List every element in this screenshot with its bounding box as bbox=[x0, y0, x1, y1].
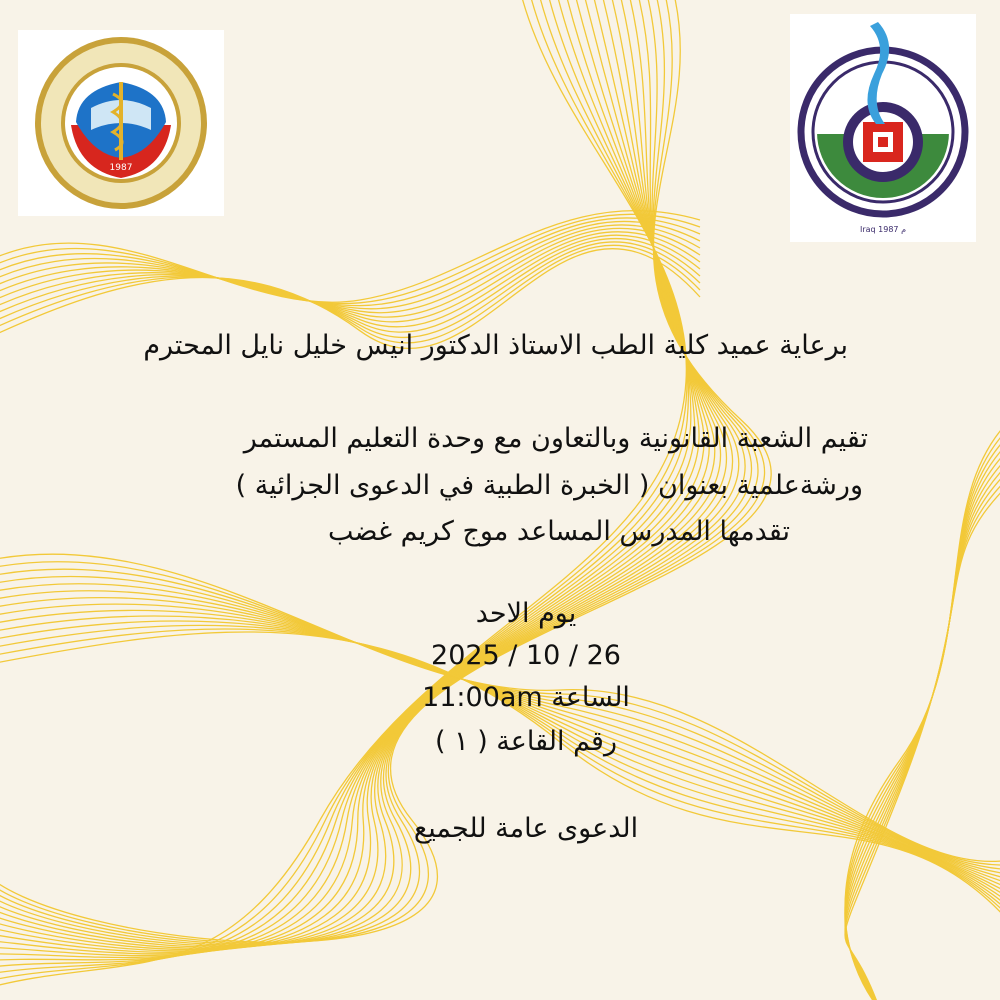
event-date: 2025 / 10 / 26 bbox=[431, 640, 621, 671]
event-hall: رقم القاعة ( ١ ) bbox=[434, 726, 618, 757]
workshop-title-line: ورشةعلمية بعنوان ( الخبرة الطبية في الدعوى الجزائية ) bbox=[235, 470, 863, 501]
patronage-line: برعاية عميد كلية الطب الاستاذ الدكتور انيس خليل نايل المحترم bbox=[143, 330, 848, 361]
logo-founded: Iraq 1987 م bbox=[859, 225, 907, 234]
event-day: يوم الاحد bbox=[475, 598, 577, 629]
public-invitation-note: الدعوى عامة للجميع bbox=[413, 813, 639, 844]
college-of-medicine-logo bbox=[18, 30, 224, 216]
al-nahrain-university-logo bbox=[790, 14, 976, 242]
event-time: الساعة 11:00am bbox=[422, 682, 630, 713]
speaker-line: تقدمها المدرس المساعد موج كريم غضب bbox=[328, 516, 790, 547]
wave-line bbox=[0, 239, 700, 333]
wave-line bbox=[0, 245, 700, 343]
logo-year: 1987 bbox=[109, 163, 133, 173]
organizer-line: تقيم الشعبة القانونية وبالتعاون مع وحدة التعليم المستمر bbox=[243, 423, 868, 454]
wave-line bbox=[0, 225, 700, 313]
wave-line bbox=[0, 232, 700, 322]
